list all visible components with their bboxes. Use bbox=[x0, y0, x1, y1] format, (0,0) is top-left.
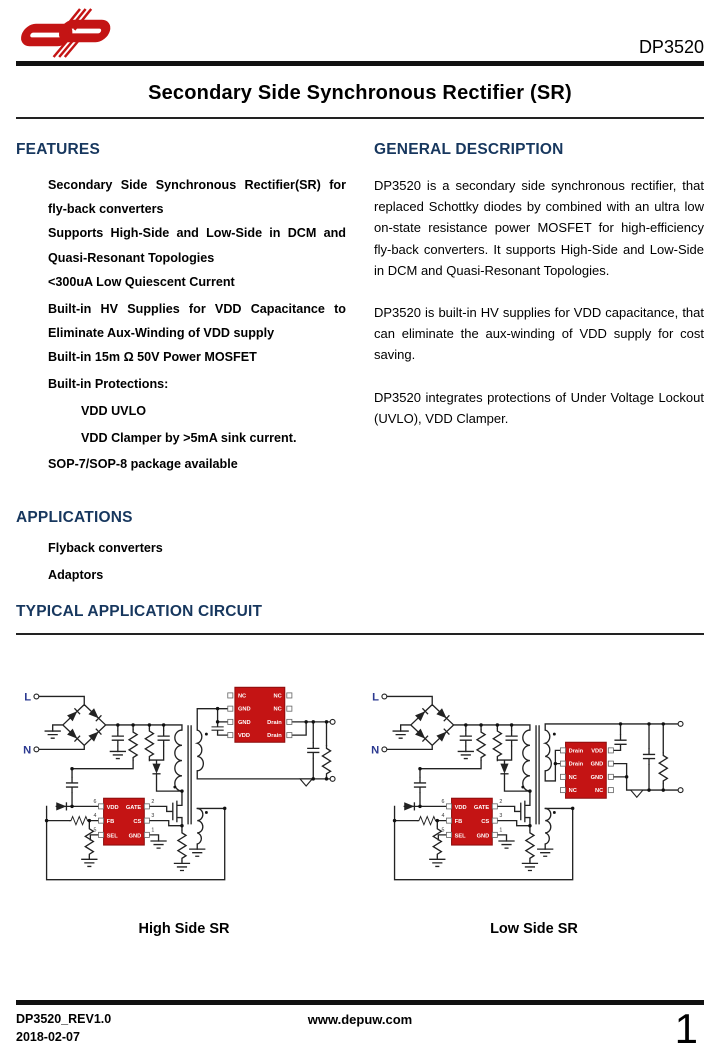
high-side-circuit-diagram bbox=[16, 671, 352, 899]
svg-text:NC: NC bbox=[273, 693, 282, 700]
low-side-circuit-diagram bbox=[364, 671, 704, 899]
features-column bbox=[16, 129, 346, 591]
header-rule bbox=[16, 61, 704, 66]
high-side-circuit bbox=[16, 671, 352, 937]
svg-text:NC: NC bbox=[594, 788, 604, 795]
svg-text:GND: GND bbox=[590, 774, 604, 781]
svg-text:6: 6 bbox=[93, 798, 97, 805]
neutral-label: N bbox=[23, 744, 32, 757]
bridge-rectifier bbox=[67, 708, 101, 741]
application-item: Adaptors bbox=[48, 568, 104, 583]
feature-item: Built-in HV Supplies for VDD Capacitance to Eliminate Aux-Winding of VDD supply bbox=[48, 301, 346, 340]
description-paragraph: DP3520 is a secondary side synchronous rectifier, that replaced Schottky diodes by combined with an ultra low on-state resistance power MOSFET for high-efficiency fly-back converters. It supports High-Side and Low-Side in DCM and Quasi-Resonant Topologies. bbox=[374, 178, 704, 278]
neutral-terminal bbox=[34, 747, 39, 752]
description-paragraph: DP3520 integrates protections of Under Voltage Lockout (UVLO), VDD Clamper. bbox=[374, 389, 704, 426]
svg-text:NC: NC bbox=[237, 693, 247, 700]
svg-text:NC: NC bbox=[568, 788, 577, 795]
feature-item: Supports High-Side and Low-Side in DCM and Quasi-Resonant Topologies bbox=[48, 226, 346, 265]
feature-item: Secondary Side Synchronous Rectifier(SR) for fly-back converters bbox=[48, 178, 346, 217]
output-positive-terminal bbox=[678, 722, 683, 727]
output-positive-terminal bbox=[330, 719, 335, 724]
description-paragraph: DP3520 is built-in HV supplies for VDD capacitance, that can eliminate the aux-winding of VDD supply for cost saving. bbox=[374, 304, 704, 363]
svg-text:VDD: VDD bbox=[237, 733, 250, 740]
page-footer bbox=[16, 1000, 704, 1052]
page-number: 1 bbox=[674, 1005, 698, 1052]
svg-text:GATE: GATE bbox=[125, 804, 142, 811]
transformer bbox=[175, 730, 204, 844]
svg-text:Drain: Drain bbox=[568, 748, 584, 755]
low-side-caption: Low Side SR bbox=[490, 921, 578, 938]
svg-text:Drain: Drain bbox=[267, 719, 282, 726]
svg-text:GND: GND bbox=[237, 706, 251, 713]
high-side-caption: High Side SR bbox=[138, 921, 230, 938]
output-negative-terminal bbox=[678, 788, 683, 793]
svg-text:GND: GND bbox=[590, 761, 604, 768]
controller-ic bbox=[441, 798, 502, 845]
transformer bbox=[523, 730, 552, 844]
applications-list bbox=[16, 537, 346, 591]
svg-text:GND: GND bbox=[237, 719, 251, 726]
circuit-wiring bbox=[386, 696, 677, 879]
svg-text:VDD: VDD bbox=[591, 748, 604, 755]
feature-item: <300uA Low Quiescent Current bbox=[48, 274, 235, 289]
line-label: L bbox=[372, 691, 380, 704]
svg-text:VDD: VDD bbox=[454, 804, 467, 811]
line-label: L bbox=[24, 691, 32, 704]
title-rule bbox=[16, 117, 704, 119]
feature-item: Built-in Protections: bbox=[48, 377, 169, 392]
general-description-heading: GENERAL DESCRIPTION bbox=[374, 141, 564, 158]
features-heading: FEATURES bbox=[16, 141, 100, 158]
svg-text:Drain: Drain bbox=[267, 733, 282, 740]
svg-text:SEL: SEL bbox=[454, 833, 466, 840]
junction-dots bbox=[45, 707, 328, 828]
svg-text:GND: GND bbox=[128, 833, 142, 840]
junction-dots bbox=[393, 722, 665, 827]
line-terminal bbox=[34, 694, 39, 699]
svg-text:5: 5 bbox=[441, 827, 445, 834]
feature-sub-item: VDD UVLO bbox=[81, 404, 147, 419]
footer-website: www.depuw.com bbox=[307, 1012, 413, 1027]
sr-ic bbox=[560, 742, 613, 798]
svg-text:4: 4 bbox=[441, 813, 445, 820]
company-logo bbox=[16, 8, 120, 58]
circuit-section-rule bbox=[16, 633, 704, 635]
bridge-rectifier bbox=[415, 708, 449, 741]
svg-text:2: 2 bbox=[499, 798, 503, 805]
neutral-terminal bbox=[382, 747, 387, 752]
svg-text:GND: GND bbox=[476, 833, 490, 840]
svg-text:3: 3 bbox=[499, 813, 503, 820]
svg-text:1: 1 bbox=[151, 827, 155, 834]
svg-text:Drain: Drain bbox=[568, 761, 584, 768]
svg-text:FB: FB bbox=[454, 819, 463, 826]
svg-text:NC: NC bbox=[568, 774, 577, 781]
sr-ic bbox=[228, 687, 292, 742]
output-negative-terminal bbox=[330, 776, 335, 781]
general-description-text bbox=[374, 175, 704, 429]
svg-text:3: 3 bbox=[151, 813, 155, 820]
feature-item: SOP-7/SOP-8 package available bbox=[48, 457, 238, 472]
page-title: Secondary Side Synchronous Rectifier (SR) bbox=[148, 82, 572, 104]
svg-text:2: 2 bbox=[151, 798, 155, 805]
features-list bbox=[16, 173, 346, 479]
circuit-diagrams bbox=[16, 671, 704, 937]
page-header bbox=[16, 8, 704, 58]
svg-text:VDD: VDD bbox=[106, 804, 119, 811]
controller-ic bbox=[94, 798, 155, 845]
feature-sub-item: VDD Clamper by >5mA sink current. bbox=[81, 430, 297, 445]
application-item: Flyback converters bbox=[48, 541, 163, 556]
footer-revision-block bbox=[16, 1010, 236, 1046]
circuit-wiring bbox=[38, 696, 329, 879]
circuit-section-heading: TYPICAL APPLICATION CIRCUIT bbox=[16, 603, 263, 621]
neutral-label: N bbox=[371, 744, 380, 757]
svg-text:GATE: GATE bbox=[473, 804, 490, 811]
description-column bbox=[374, 129, 704, 591]
svg-text:FB: FB bbox=[106, 819, 115, 826]
doc-revision: DP3520_REV1.0 bbox=[16, 1012, 112, 1026]
svg-text:NC: NC bbox=[273, 706, 282, 713]
line-terminal bbox=[382, 694, 387, 699]
low-side-circuit bbox=[364, 671, 704, 937]
part-number: DP3520 bbox=[638, 37, 704, 57]
svg-text:4: 4 bbox=[93, 813, 97, 820]
doc-date: 2018-02-07 bbox=[16, 1030, 80, 1045]
feature-item: Built-in 15m Ω 50V Power MOSFET bbox=[48, 350, 257, 365]
applications-heading: APPLICATIONS bbox=[16, 509, 133, 527]
svg-text:CS: CS bbox=[133, 819, 142, 826]
svg-text:6: 6 bbox=[441, 798, 445, 805]
svg-text:1: 1 bbox=[499, 827, 503, 834]
svg-text:CS: CS bbox=[481, 819, 490, 826]
svg-text:SEL: SEL bbox=[106, 833, 118, 840]
svg-text:5: 5 bbox=[93, 827, 97, 834]
